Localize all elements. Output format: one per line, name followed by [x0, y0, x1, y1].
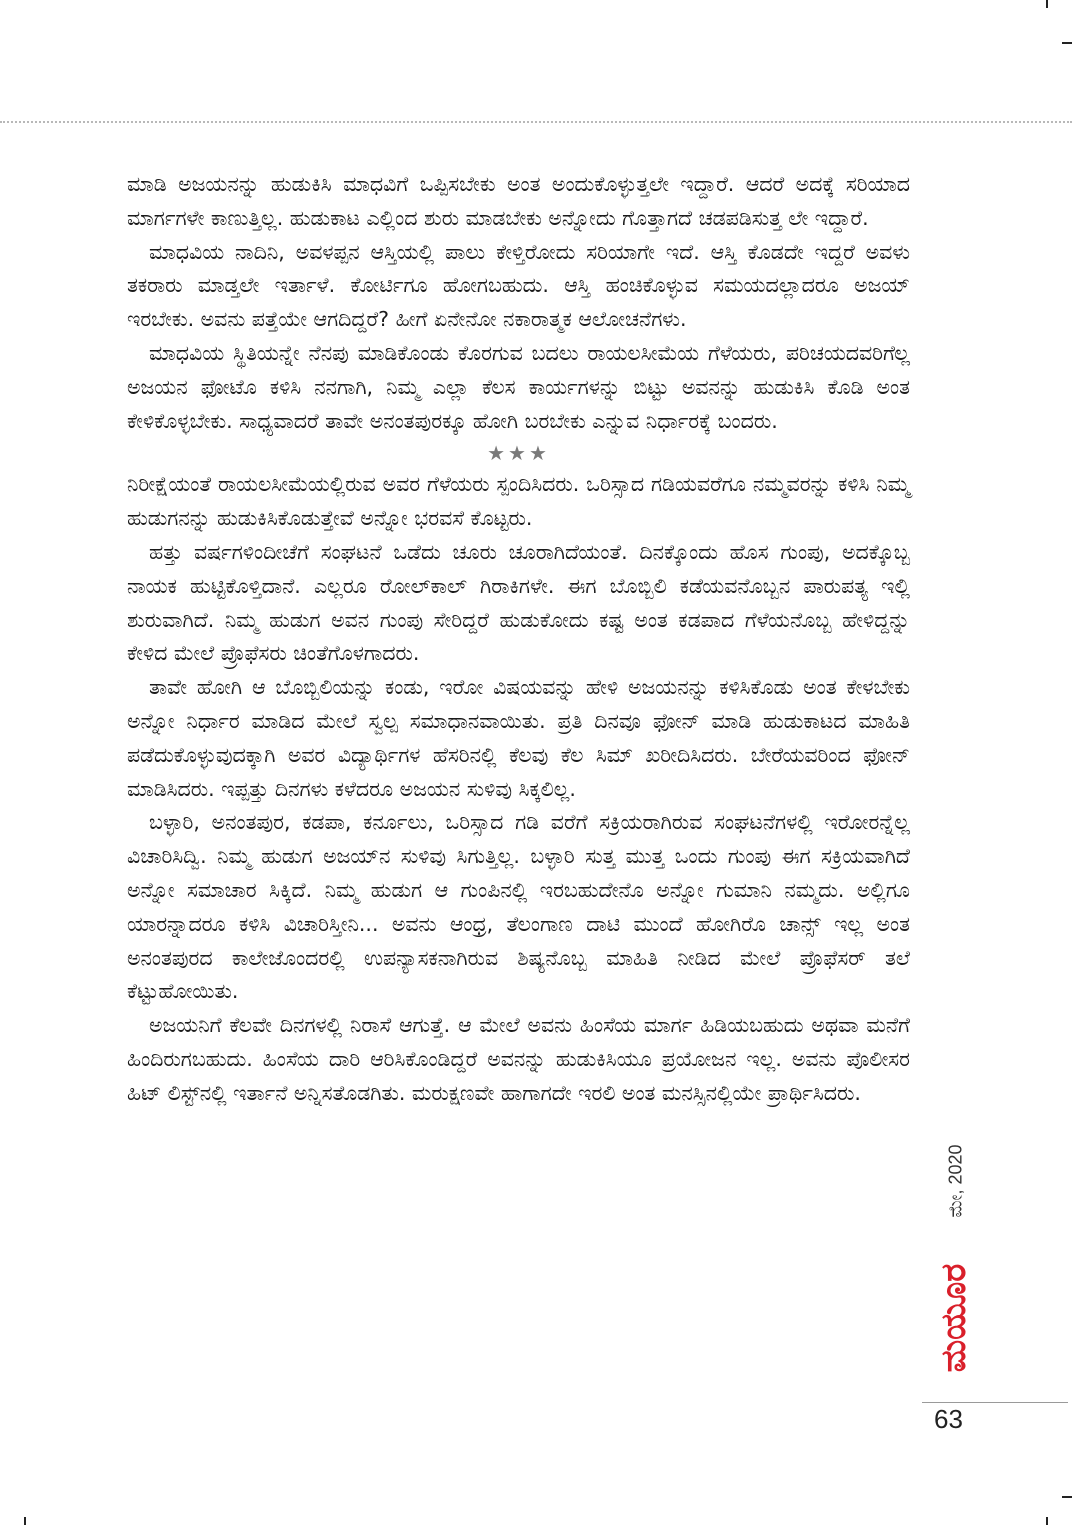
magazine-name: ಮಯೂರ [934, 1263, 974, 1373]
header-dotted-rule [0, 121, 1072, 123]
article-body [127, 168, 910, 1111]
magazine-logo [930, 1248, 978, 1388]
paragraph: ಮಾಡಿ ಅಜಯನನ್ನು ಹುಡುಕಿಸಿ ಮಾಧವಿಗೆ ಒಪ್ಪಿಸಬೇಕು ಅಂತ ಅಂದುಕೊಳ್ಳುತ್ತಲೇ ಇದ್ದಾರೆ. ಆದರೆ ಅದಕ್ಕೆ ಸರಿಯಾದ ಮಾರ್ಗಗಳೇ ಕಾಣುತ್ತಿಲ್ಲ. ಹುಡುಕಾಟ ಎಲ್ಲಿಂದ ಶುರು ಮಾಡಬೇಕು ಅನ್ನೋದು ಗೊತ್ತಾಗದೆ ಚಡಪಡಿಸುತ್ತ ಲೇ ಇದ್ದಾರೆ. [127, 172, 910, 230]
crop-mark-right-top [1062, 42, 1072, 44]
paragraph: ನಿರೀಕ್ಷೆಯಂತೆ ರಾಯಲಸೀಮೆಯಲ್ಲಿರುವ ಅವರ ಗೆಳೆಯರು ಸ್ಪಂದಿಸಿದರು. ಒರಿಸ್ಸಾದ ಗಡಿಯವರೆಗೂ ನಮ್ಮವರನ್ನು ಕಳಿಸಿ ನಿಮ್ಮ ಹುಡುಗನನ್ನು ಹುಡುಕಿಸಿಕೊಡುತ್ತೇವೆ ಅನ್ನೋ ಭರವಸೆ ಕೊಟ್ಟರು. [127, 472, 910, 531]
paragraph: ಬಳ್ಳಾರಿ, ಅನಂತಪುರ, ಕಡಪಾ, ಕರ್ನೂಲು, ಒರಿಸ್ಸಾದ ಗಡಿ ವರೆಗೆ ಸಕ್ರಿಯರಾಗಿರುವ ಸಂಘಟನೆಗಳಲ್ಲಿ ಇರೋರನ್ನೆಲ್ಲ ವಿಚಾರಿಸಿದ್ವಿ. ನಿಮ್ಮ ಹುಡುಗ ಅಜಯ್‌ನ ಸುಳಿವು ಸಿಗುತ್ತಿಲ್ಲ. ಬಳ್ಳಾರಿ ಸುತ್ತ ಮುತ್ತ ಒಂದು ಗುಂಪು ಈಗ ಸಕ್ರಿಯವಾಗಿದೆ ಅನ್ನೋ ಸಮಾಚಾರ ಸಿಕ್ಕಿದೆ. ನಿಮ್ಮ ಹುಡುಗ ಆ ಗುಂಪಿನಲ್ಲಿ ಇರಬಹುದೇನೊ ಅನ್ನೋ ಗುಮಾನಿ ನಮ್ಮದು. ಅಲ್ಲಿಗೂ ಯಾರನ್ನಾದರೂ ಕಳಿಸಿ ವಿಚಾರಿಸ್ತೀನಿ... ಅವನು ಆಂಧ್ರ, ತೆಲಂಗಾಣ ದಾಟಿ ಮುಂದೆ ಹೋಗಿರೊ ಚಾನ್ಸ್ ಇಲ್ಲ ಅಂತ ಅನಂತಪುರದ ಕಾಲೇಜೊಂದರಲ್ಲಿ ಉಪನ್ಯಾಸಕನಾಗಿರುವ ಶಿಷ್ಯನೊಬ್ಬ ಮಾಹಿತಿ ನೀಡಿದ ಮೇಲೆ ಪ್ರೊಫೆಸರ್ ತಲೆ ಕೆಟ್ಟುಹೋಯಿತು. [127, 810, 910, 1004]
section-separator: ★★★ [487, 441, 550, 466]
issue-date [941, 1125, 971, 1237]
issue-date-text: ಮೇ, 2020 [945, 1144, 966, 1218]
paragraph: ಅಜಯನಿಗೆ ಕೆಲವೇ ದಿನಗಳಲ್ಲಿ ನಿರಾಸೆ ಆಗುತ್ತೆ. ಆ ಮೇಲೆ ಅವನು ಹಿಂಸೆಯ ಮಾರ್ಗ ಹಿಡಿಯಬಹುದು ಅಥವಾ ಮನೆಗೆ ಹಿಂದಿರುಗಬಹುದು. ಹಿಂಸೆಯ ದಾರಿ ಆರಿಸಿಕೊಂಡಿದ್ದರೆ ಅವನನ್ನು ಹುಡುಕಿಸಿಯೂ ಪ್ರಯೋಜನ ಇಲ್ಲ. ಅವನು ಪೊಲೀಸರ ಹಿಟ್ ಲಿಸ್ಟ್‌ನಲ್ಲಿ ಇರ್ತಾನೆ ಅನ್ನಿಸತೊಡಗಿತು. ಮರುಕ್ಷಣವೇ ಹಾಗಾಗದೇ ಇರಲಿ ಅಂತ ಮನಸ್ಸಿನಲ್ಲಿಯೇ ಪ್ರಾರ್ಥಿಸಿದರು. [127, 1013, 910, 1105]
paragraph: ಹತ್ತು ವರ್ಷಗಳಿಂದೀಚೆಗೆ ಸಂಘಟನೆ ಒಡೆದು ಚೂರು ಚೂರಾಗಿದೆಯಂತೆ. ದಿನಕ್ಕೊಂದು ಹೊಸ ಗುಂಪು, ಅದಕ್ಕೊಬ್ಬ ನಾಯಕ ಹುಟ್ಟಿಕೊಳ್ತಿದಾನೆ. ಎಲ್ಲರೂ ರೋಲ್‌ಕಾಲ್ ಗಿರಾಕಿಗಳೇ. ಈಗ ಬೊಬ್ಬಿಲಿ ಕಡೆಯವನೊಬ್ಬನ ಪಾರುಪತ್ಯ ಇಲ್ಲಿ ಶುರುವಾಗಿದೆ. ನಿಮ್ಮ ಹುಡುಗ ಅವನ ಗುಂಪು ಸೇರಿದ್ದರೆ ಹುಡುಕೋದು ಕಷ್ಟ ಅಂತ ಕಡಪಾದ ಗೆಳೆಯನೊಬ್ಬ ಹೇಳಿದ್ದನ್ನು ಕೇಳಿದ ಮೇಲೆ ಪ್ರೊಫೆಸರು ಚಿಂತೆಗೊಳಗಾದರು. [127, 539, 910, 666]
crop-mark-bottom-right [1046, 1517, 1048, 1525]
paragraph: ತಾವೇ ಹೋಗಿ ಆ ಬೊಬ್ಬಿಲಿಯನ್ನು ಕಂಡು, ಇರೋ ವಿಷಯವನ್ನು ಹೇಳಿ ಅಜಯನನ್ನು ಕಳಿಸಿಕೊಡು ಅಂತ ಕೇಳಬೇಕು ಅನ್ನೋ ನಿರ್ಧಾರ ಮಾಡಿದ ಮೇಲೆ ಸ್ವಲ್ಪ ಸಮಾಧಾನವಾಯಿತು. ಪ್ರತಿ ದಿನವೂ ಫೋನ್ ಮಾಡಿ ಹುಡುಕಾಟದ ಮಾಹಿತಿ ಪಡೆದುಕೊಳ್ಳುವುದಕ್ಕಾಗಿ ಅವರ ವಿದ್ಯಾರ್ಥಿಗಳ ಹೆಸರಿನಲ್ಲಿ ಕೆಲವು ಕೆಲ ಸಿಮ್ ಖರೀದಿಸಿದರು. ಬೇರೆಯವರಿಂದ ಫೋನ್ ಮಾಡಿಸಿದರು. ಇಪ್ಪತ್ತು ದಿನಗಳು ಕಳೆದರೂ ಅಜಯನ ಸುಳಿವು ಸಿಕ್ಕಲಿಲ್ಲ. [127, 675, 910, 801]
paragraph: ಮಾಧವಿಯ ನಾದಿನಿ, ಅವಳಪ್ಪನ ಆಸ್ತಿಯಲ್ಲಿ ಪಾಲು ಕೇಳ್ತಿರೋದು ಸರಿಯಾಗೇ ಇದೆ. ಆಸ್ತಿ ಕೊಡದೇ ಇದ್ದರೆ ಅವಳು ತಕರಾರು ಮಾಡ್ತಲೇ ಇರ್ತಾಳೆ. ಕೋರ್ಟಿಗೂ ಹೋಗಬಹುದು. ಆಸ್ತಿ ಹಂಚಿಕೊಳ್ಳುವ ಸಮಯದಲ್ಲಾದರೂ ಅಜಯ್ ಇರಬೇಕು. ಅವನು ಪತ್ತೆಯೇ ಆಗದಿದ್ದರೆ? ಹೀಗೆ ಏನೇನೋ ನಕಾರಾತ್ಮಕ ಆಲೋಚನೆಗಳು. [127, 239, 910, 332]
crop-mark-top-right [1046, 0, 1048, 8]
page-number: 63 [934, 1404, 963, 1434]
crop-mark-bottom-left [24, 1517, 26, 1525]
paragraph: ಮಾಧವಿಯ ಸ್ಥಿತಿಯನ್ನೇ ನೆನಪು ಮಾಡಿಕೊಂಡು ಕೊರಗುವ ಬದಲು ರಾಯಲಸೀಮೆಯ ಗೆಳೆಯರು, ಪರಿಚಯದವರಿಗೆಲ್ಲ ಅಜಯನ ಫೋಟೊ ಕಳಿಸಿ ನನಗಾಗಿ, ನಿಮ್ಮ ಎಲ್ಲಾ ಕೆಲಸ ಕಾರ್ಯಗಳನ್ನು ಬಿಟ್ಟು ಅವನನ್ನು ಹುಡುಕಿಸಿ ಕೊಡಿ ಅಂತ ಕೇಳಿಕೊಳ್ಳಬೇಕು. ಸಾಧ್ಯವಾದರೆ ತಾವೇ ಅನಂತಪುರಕ್ಕೂ ಹೋಗಿ ಬರಬೇಕು ಎನ್ನುವ ನಿರ್ಧಾರಕ್ಕೆ ಬಂದರು. [127, 340, 910, 433]
crop-mark-right-bottom [1062, 1496, 1072, 1498]
